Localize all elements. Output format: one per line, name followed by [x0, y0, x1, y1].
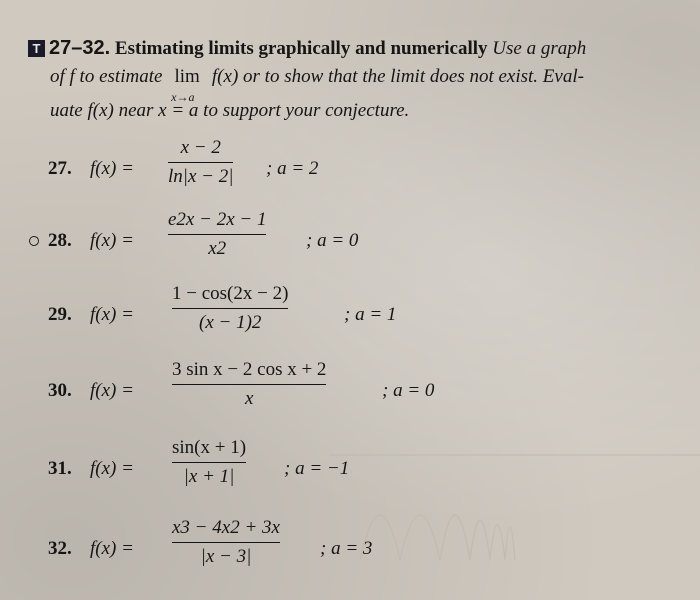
denominator: ln|x − 2| [168, 166, 234, 187]
numerator: e2x − 2x − 1 [168, 209, 267, 230]
problem-28 [48, 209, 668, 282]
function-lhs: f(x) = [90, 304, 134, 325]
fraction [172, 282, 288, 335]
instruction-text-2a: of f to estimate [50, 66, 163, 87]
numerator: x3 − 4x2 + 3x [172, 517, 280, 538]
exercise-range: 27–32. [49, 37, 111, 59]
fraction-bar [172, 462, 246, 463]
fraction-bar [168, 234, 266, 235]
denominator: |x + 1| [183, 466, 235, 487]
function-lhs: f(x) = [90, 538, 134, 559]
point-a: ; a = 0 [306, 230, 359, 251]
lim-subscript: x→a [171, 90, 195, 104]
fraction-bar [168, 162, 233, 163]
numerator: sin(x + 1) [172, 437, 247, 458]
problem-number: 32. [48, 538, 72, 559]
instruction-text-1: Use a graph [492, 38, 587, 59]
numerator: x − 2 [180, 137, 221, 158]
fraction [168, 208, 266, 261]
fraction [168, 136, 233, 189]
point-a: ; a = 2 [266, 158, 319, 179]
fraction-bar [172, 308, 288, 309]
exercise-header [28, 34, 688, 125]
limit-symbol [167, 63, 207, 104]
problem-30 [48, 359, 668, 432]
denominator: (x − 1)2 [199, 312, 262, 333]
technology-icon: T [28, 40, 45, 57]
denominator: x2 [208, 238, 227, 259]
problem-29 [48, 283, 668, 356]
function-lhs: f(x) = [90, 380, 134, 401]
problem-number: 30. [48, 380, 72, 401]
numerator: 1 − cos(2x − 2) [172, 283, 289, 304]
instruction-text-2b: f(x) or to show that the limit does not exist. Eval- [211, 66, 584, 87]
problem-number: 27. [48, 158, 72, 179]
problem-27 [48, 137, 668, 210]
point-a: ; a = −1 [284, 458, 350, 479]
problem-32 [48, 517, 668, 590]
lim-word: lim [174, 66, 200, 87]
numerator: 3 sin x − 2 cos x + 2 [172, 359, 327, 380]
point-a: ; a = 1 [344, 304, 397, 325]
function-lhs: f(x) = [90, 230, 134, 251]
instruction-text-3: uate f(x) near x = a to support your conjecture. [50, 100, 410, 121]
function-lhs: f(x) = [90, 158, 134, 179]
fraction-bar [172, 384, 326, 385]
point-a: ; a = 0 [382, 380, 435, 401]
denominator: |x − 3| [200, 546, 252, 567]
function-lhs: f(x) = [90, 458, 134, 479]
problem-number: 29. [48, 304, 72, 325]
problem-number: 31. [48, 458, 72, 479]
fraction [172, 436, 246, 489]
fraction [172, 358, 326, 411]
exercise-headline: Estimating limits graphically and numerically [114, 38, 488, 59]
fraction [172, 516, 280, 569]
problem-31 [48, 437, 668, 510]
fraction-bar [172, 542, 280, 543]
point-a: ; a = 3 [320, 538, 373, 559]
problem-number: 28. [48, 230, 72, 251]
denominator: x [245, 388, 254, 409]
